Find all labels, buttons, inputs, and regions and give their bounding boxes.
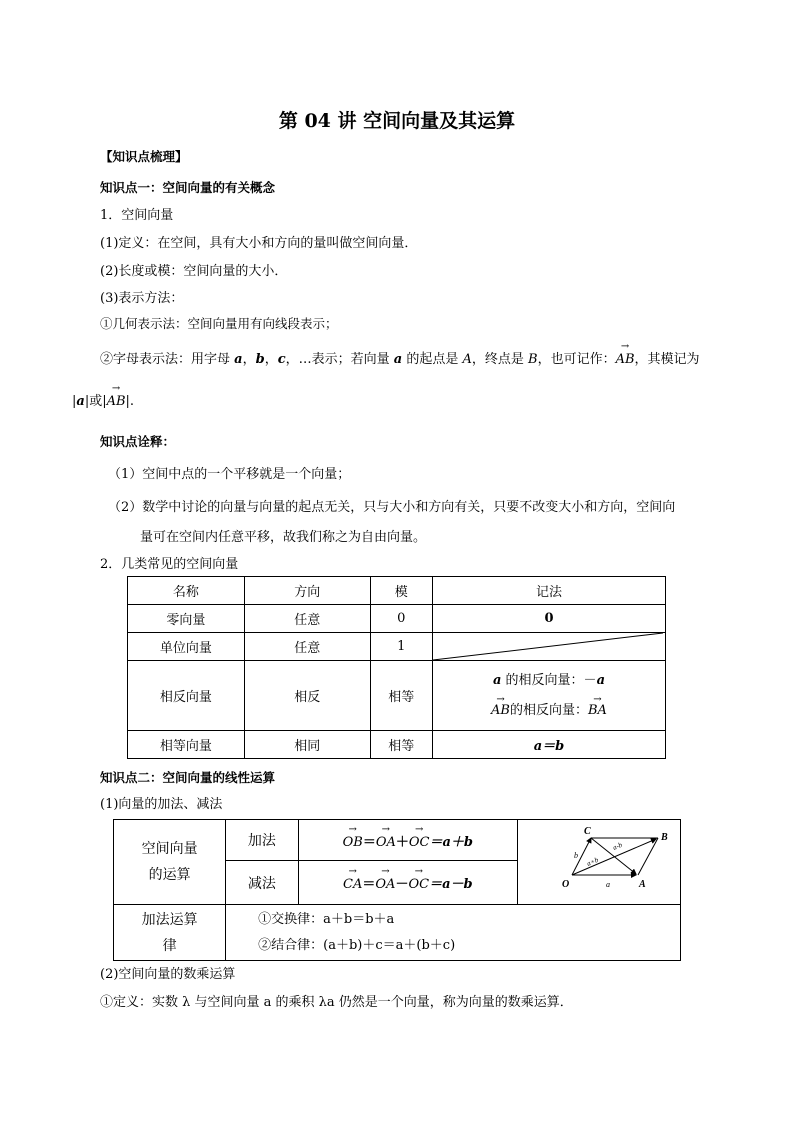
- var-a: a: [492, 672, 502, 688]
- cell: 任意: [244, 605, 370, 633]
- diagonal-cell: [433, 633, 666, 661]
- section-heading: 【知识点梳理】: [100, 149, 188, 164]
- point-A: A: [462, 352, 472, 367]
- var-a: a: [76, 394, 85, 409]
- law-label-1: 加法运算: [141, 911, 198, 928]
- page-title: 第 04 讲 空间向量及其运算: [278, 110, 516, 132]
- cell: 任意: [244, 633, 370, 661]
- text: ，: [264, 352, 278, 367]
- law-label-2: 律: [162, 937, 177, 954]
- table-row: [128, 661, 666, 731]
- var-a: a: [393, 352, 403, 367]
- note-2a: （2）数学中讨论的向量与向量的起点无关，只与大小和方向有关，只要不改变大小和方向，空间向: [108, 500, 676, 515]
- header-cell: 模: [370, 577, 432, 605]
- table-row: [128, 605, 666, 633]
- cell: 相反: [244, 661, 370, 731]
- table-row: [114, 905, 681, 961]
- vector-types-table: [127, 576, 666, 759]
- notes-heading: 知识点诠释：: [100, 434, 176, 449]
- var-c: c: [277, 352, 286, 367]
- kp2-heading: 知识点二：空间向量的线性运算: [100, 770, 276, 785]
- text: 的相反向量：: [509, 702, 588, 718]
- text: －: [395, 877, 409, 893]
- var-b: b: [255, 352, 265, 367]
- point-B: B: [528, 352, 538, 367]
- vector-OA: → OA: [376, 835, 396, 850]
- text: |或|: [84, 394, 107, 409]
- text: ＝a＋b: [429, 834, 474, 850]
- table-row: [128, 731, 666, 759]
- var-a: a: [596, 672, 605, 688]
- definition-line: (1)定义：在空间，具有大小和方向的量叫做空间向量．: [100, 236, 418, 251]
- cell: 0: [370, 605, 432, 633]
- op-label-cell: [114, 820, 226, 905]
- text: ＝a－b: [429, 877, 473, 893]
- vector-AB: → AB: [616, 352, 635, 367]
- cell: 单位向量: [128, 633, 245, 661]
- label-a-minus-b: a-b: [611, 840, 624, 852]
- opposite-notation-cell: [433, 661, 666, 731]
- label-A: A: [638, 879, 646, 890]
- label-a-plus-b: a+b: [585, 855, 600, 868]
- cell: a＝b: [433, 731, 666, 759]
- table-row: [114, 820, 681, 861]
- opposite-line-2: [433, 702, 665, 720]
- text: ②字母表示法：用字母: [100, 352, 235, 367]
- text: ，…表示；若向量: [285, 352, 394, 367]
- opposite-line-1: [433, 672, 665, 690]
- add-label: 加法: [226, 820, 299, 861]
- text: ＝: [362, 877, 376, 893]
- modulus-line: [72, 390, 134, 409]
- vector-AB: → AB: [491, 702, 510, 720]
- vector-OB: → OB: [343, 835, 363, 850]
- op-label-1: 空间向量: [141, 841, 198, 857]
- kp2-sub1: (1)向量的加法、减法: [100, 797, 223, 812]
- linear-ops-table: [113, 819, 681, 961]
- text: |.: [125, 394, 135, 409]
- text: ＋: [395, 834, 409, 850]
- law-label-cell: [114, 905, 226, 961]
- vector-OC: → OC: [408, 877, 429, 892]
- letter-repr-line: [100, 348, 700, 367]
- cell: 相等向量: [128, 731, 245, 759]
- cell: 1: [370, 633, 432, 661]
- diagonal-line: [433, 633, 663, 660]
- length-line: (2)长度或模：空间向量的大小．: [100, 264, 288, 279]
- vector-CA: → CA: [343, 877, 362, 892]
- item1-title: 1．空间向量: [100, 208, 174, 223]
- item2-title: 2．几类常见的空间向量: [100, 557, 239, 572]
- header-cell: 记法: [433, 577, 666, 605]
- cell: 相等: [370, 661, 432, 731]
- cell: 相同: [244, 731, 370, 759]
- text: ，其模记为: [634, 352, 700, 367]
- representation-line: (3)表示方法：: [100, 291, 184, 306]
- cell: 0: [433, 605, 666, 633]
- associative-law: ②结合律：(a＋b)＋c＝a＋(b＋c): [258, 937, 456, 953]
- op-label-2: 的运算: [148, 867, 191, 883]
- text: 的相反向量：－: [501, 672, 597, 688]
- text: ＝: [362, 834, 376, 850]
- vector-OA: → OA: [375, 877, 395, 892]
- table-row: [128, 633, 666, 661]
- scalar-definition: ①定义：实数 λ 与空间向量 a 的乘积 λa 仍然是一个向量，称为向量的数乘运算．: [100, 995, 573, 1010]
- label-O: O: [561, 879, 570, 890]
- text: ，也可记作：: [537, 352, 616, 367]
- text: |: [72, 394, 77, 409]
- label-C: C: [583, 826, 591, 837]
- kp1-heading: 知识点一：空间向量的有关概念: [100, 180, 276, 195]
- geometric-repr-line: ①几何表示法：空间向量用有向线段表示；: [100, 316, 338, 331]
- laws-cell: [226, 905, 681, 961]
- cell: 相等: [370, 731, 432, 759]
- vector-AB: → AB: [107, 394, 126, 409]
- commutative-law: ①交换律：a＋b＝b＋a: [258, 911, 395, 927]
- table-header-row: [128, 577, 666, 605]
- note-2b: 量可在空间内任意平移，故我们称之为自由向量。: [140, 530, 427, 545]
- label-a: a: [605, 880, 610, 889]
- header-cell: 方向: [244, 577, 370, 605]
- text: 的起点是: [402, 352, 463, 367]
- cell: 相反向量: [128, 661, 245, 731]
- right-edge: [638, 838, 658, 875]
- kp2-sub2: (2)空间向量的数乘运算: [100, 967, 236, 982]
- note-1: （1）空间中点的一个平移就是一个向量；: [108, 467, 351, 482]
- sub-formula: [298, 861, 517, 905]
- vector-OC: → OC: [409, 835, 430, 850]
- var-a: a: [234, 352, 243, 367]
- text: ，: [242, 352, 256, 367]
- label-b: b: [573, 851, 578, 860]
- sub-label: 减法: [226, 861, 299, 905]
- label-B: B: [660, 832, 668, 843]
- parallelogram-figure: [518, 820, 680, 904]
- text: ，终点是: [471, 352, 528, 367]
- vector-BA: → BA: [588, 702, 607, 720]
- figure-cell: [517, 820, 680, 905]
- header-cell: 名称: [128, 577, 245, 605]
- add-formula: [298, 820, 517, 861]
- cell: 零向量: [128, 605, 245, 633]
